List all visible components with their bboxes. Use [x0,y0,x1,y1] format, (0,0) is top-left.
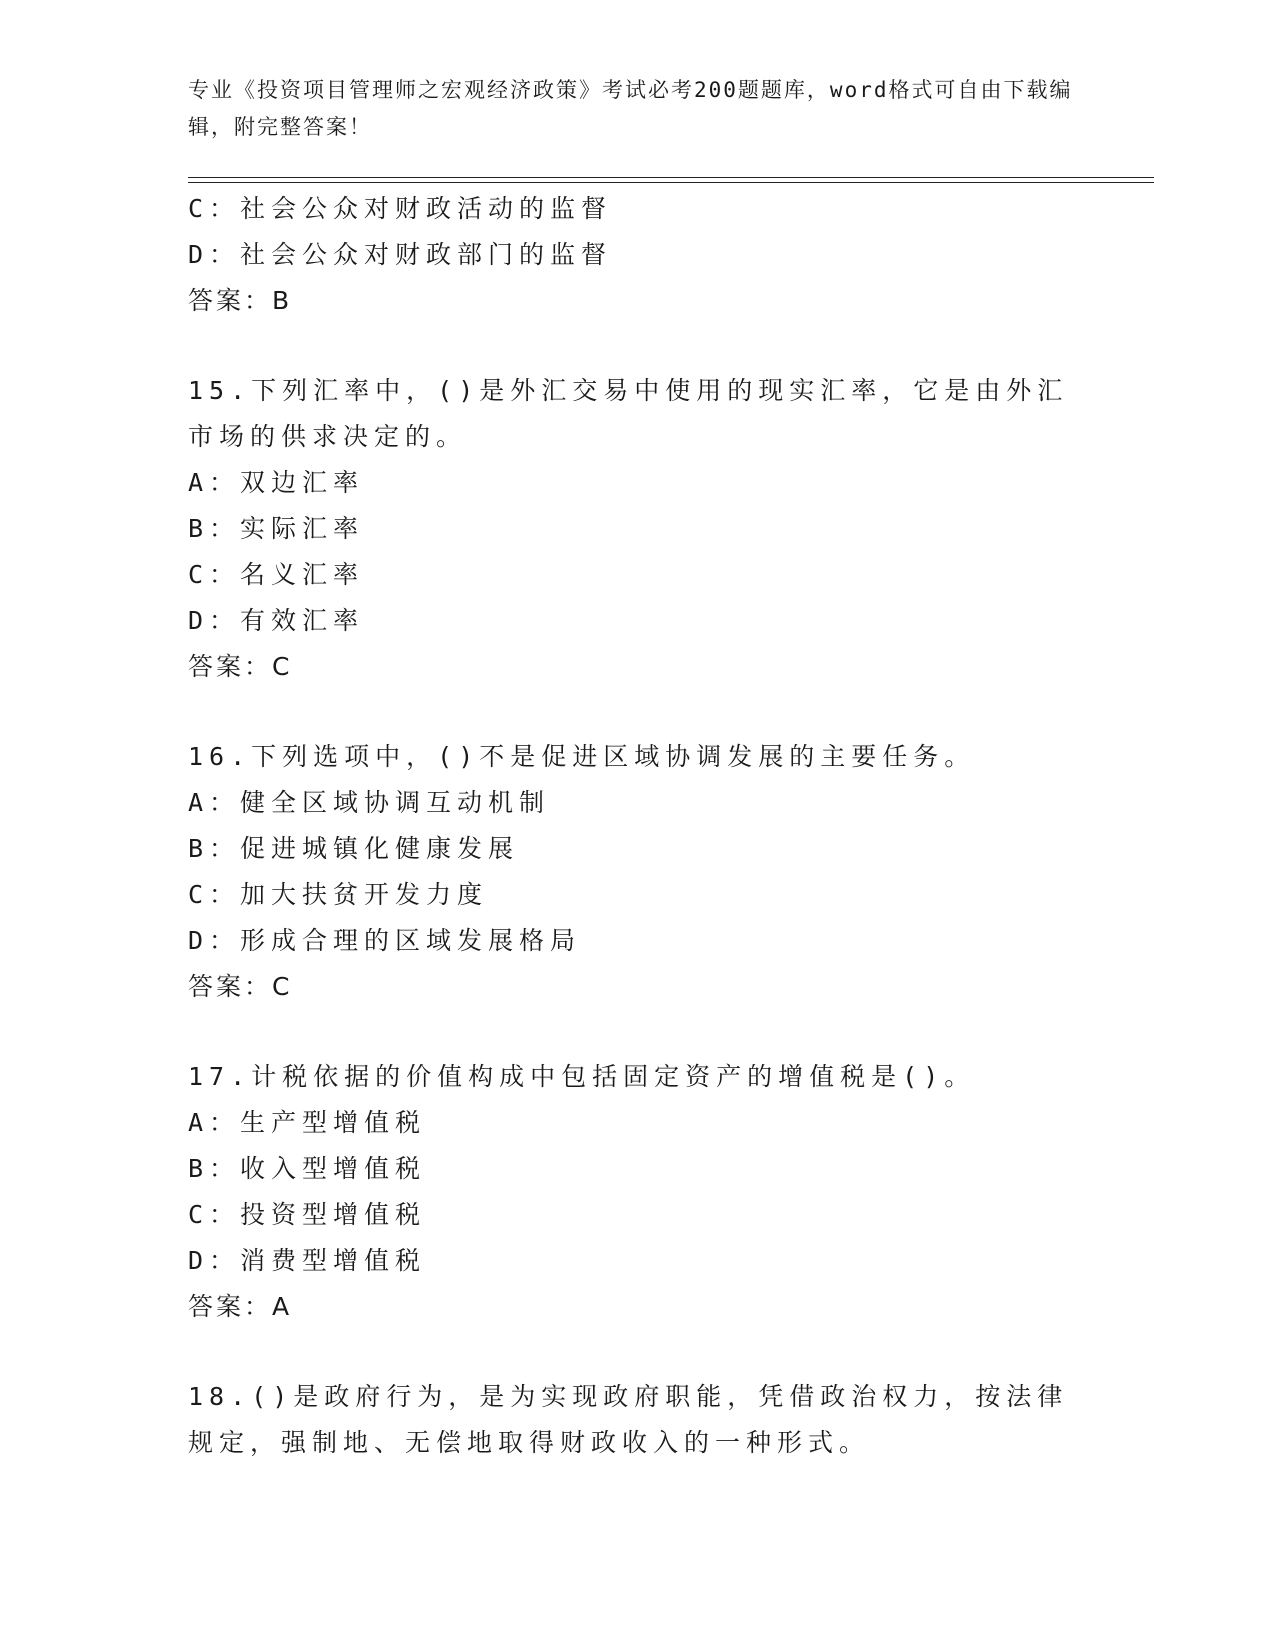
option-a: A：生产型增值税 [188,1108,427,1137]
question-16 [188,734,1088,1010]
option-a: A：双边汇率 [188,468,365,497]
header-divider-bottom [188,182,1154,183]
question-stem: 17.计税依据的价值构成中包括固定资产的增值税是()。 [188,1062,976,1091]
question-14-tail [188,186,1088,324]
option-b: B：实际汇率 [188,514,365,543]
question-list [188,186,1088,1466]
answer-line: 答案：A [188,1292,293,1321]
question-17 [188,1054,1088,1330]
header-divider-top [188,177,1154,178]
option-c: C：加大扶贫开发力度 [188,880,489,909]
question-18 [188,1374,1088,1466]
option-b: B：促进城镇化健康发展 [188,834,520,863]
option-c: C：名义汇率 [188,560,365,589]
question-stem: 15.下列汇率中，()是外汇交易中使用的现实汇率，它是由外汇市场的供求决定的。 [188,376,1069,451]
option-b: B：收入型增值税 [188,1154,427,1183]
option-c: C：社会公众对财政活动的监督 [188,194,613,223]
document-header: 专业《投资项目管理师之宏观经济政策》考试必考200题题库，word格式可自由下载编辑，附完整答案！ [188,78,1073,139]
answer-line: 答案：B [188,286,293,315]
option-c: C：投资型增值税 [188,1200,427,1229]
answer-line: 答案：C [188,972,293,1001]
question-15 [188,368,1088,690]
option-d: D：形成合理的区域发展格局 [188,926,582,955]
question-stem: 16.下列选项中，()不是促进区域协调发展的主要任务。 [188,742,976,771]
option-d: D：社会公众对财政部门的监督 [188,240,613,269]
option-d: D：消费型增值税 [188,1246,427,1275]
question-stem: 18.()是政府行为，是为实现政府职能，凭借政治权力，按法律规定，强制地、无偿地取得财政收入的一种形式。 [188,1382,1069,1457]
answer-line: 答案：C [188,652,293,681]
option-d: D：有效汇率 [188,606,365,635]
option-a: A：健全区域协调互动机制 [188,788,551,817]
